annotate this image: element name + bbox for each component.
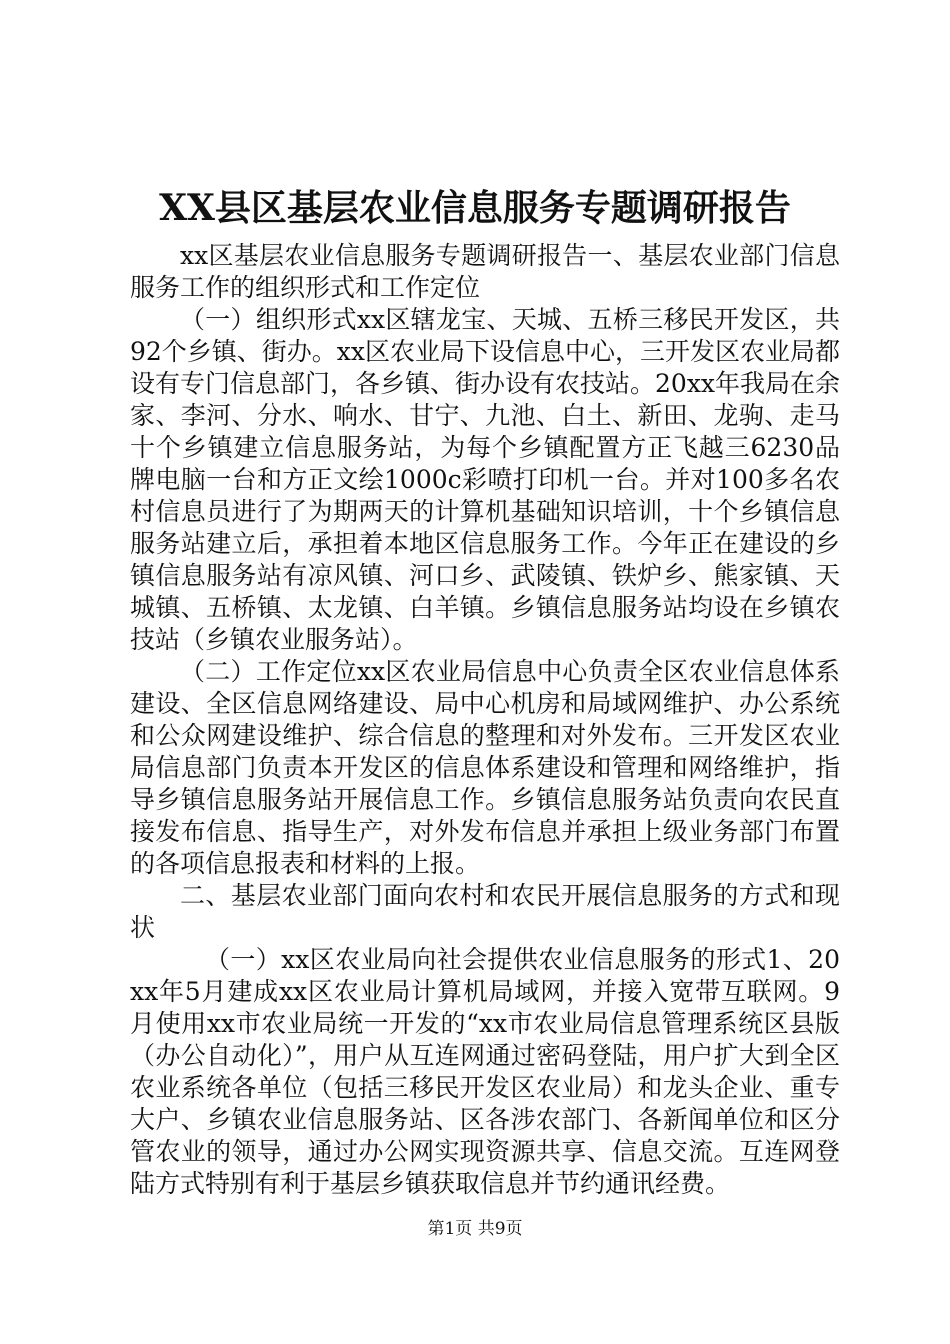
- document-title: XX县区基层农业信息服务专题调研报告: [159, 187, 791, 229]
- section-heading-two: 二、基层农业部门面向农村和农民开展信息服务的方式和现状: [130, 881, 840, 942]
- paragraph-organization: （一）组织形式xx区辖龙宝、天城、五桥三移民开发区，共92个乡镇、街办。xx区农业局下设信息中心，三开发区农业局都设有专门信息部门，各乡镇、街办设有农技站。20xx年我局在余家、李河、分水、响水、甘宁、九池、白土、新田、龙驹、走马十个乡镇建立信息服务站，为每个乡镇配置方正飞越三6230品牌电脑一台和方正文绘1000c彩喷打印机一台。并对100多名农村信息员进行了为期两天的计算机基础知识培训，十个乡镇信息服务站建立后，承担着本地区信息服务工作。今年正在建设的乡镇信息服务站有凉风镇、河口乡、武陵镇、铁炉乡、熊家镇、天城镇、五桥镇、太龙镇、白羊镇。乡镇信息服务站均设在乡镇农技站（乡镇农业服务站）。: [130, 305, 841, 654]
- paragraph-intro: xx区基层农业信息服务专题调研报告一、基层农业部门信息服务工作的组织形式和工作定位: [130, 241, 840, 302]
- page-footer: 第1页 共9页: [427, 1219, 523, 1239]
- paragraph-positioning: （二）工作定位xx区农业局信息中心负责全区农业信息体系建设、全区信息网络建设、局中心机房和局域网维护、办公系统和公众网建设维护、综合信息的整理和对外发布。三开发区农业局信息部门负责本开发区的信息体系建设和管理和网络维护，指导乡镇信息服务站开展信息工作。乡镇信息服务站负责向农民直接发布信息、指导生产，对外发布信息并承担上级业务部门布置的各项信息报表和材料的上报。: [130, 657, 840, 878]
- paragraph-service-forms: （一）xx区农业局向社会提供农业信息服务的形式1、20xx年5月建成xx区农业局计算机局域网，并接入宽带互联网。9月使用xx市农业局统一开发的“xx市农业局信息管理系统区县版（办公自动化）”，用户从互连网通过密码登陆，用户扩大到全区农业系统各单位（包括三移民开发区农业局）和龙头企业、重专大户、乡镇农业信息服务站、区各涉农部门、各新闻单位和区分管农业的领导，通过办公网实现资源共享、信息交流。互连网登陆方式特别有利于基层乡镇获取信息并节约通讯经费。: [130, 945, 840, 1198]
- document-body: [130, 240, 840, 1200]
